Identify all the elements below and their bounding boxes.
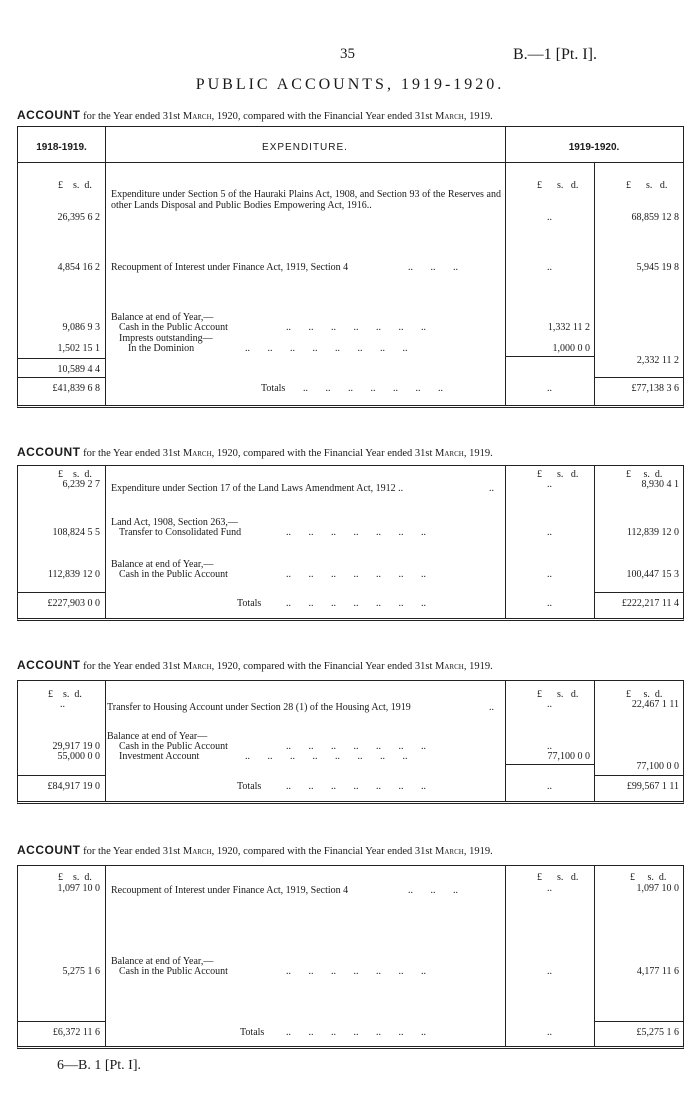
row-total-value: 22,467 1 11 <box>631 699 679 710</box>
row-total-value: 4,177 11 6 <box>636 966 679 977</box>
leader-dots: .. .. .. .. .. .. .. <box>286 966 426 977</box>
row-total-value: 5,945 19 8 <box>636 262 679 273</box>
row-mid-value: .. <box>547 569 552 580</box>
dominion-label: In the Dominion <box>128 343 195 354</box>
row-description: Expenditure under Section 17 of the Land Laws Amendment Act, 1912 .. <box>111 483 404 494</box>
totals-total-value: £5,275 1 6 <box>636 1027 679 1038</box>
leader-dots: .. .. .. .. .. .. .. <box>286 1027 426 1038</box>
row-description: Recoupment of Interest under Finance Act, 1919, Section 4 <box>111 262 349 273</box>
leader-dots: .. .. .. <box>408 885 458 896</box>
account-heading-4: ACCOUNT for the Year ended 31st March, 1920, compared with the Financial Year ended 31st March, 1919. <box>17 843 493 857</box>
row-mid-value: .. <box>547 699 552 710</box>
balance-label: Balance at end of Year,— <box>111 312 214 323</box>
row-prev-value: 26,395 6 2 <box>57 212 100 223</box>
totals-mid-value: .. <box>547 598 552 609</box>
leader-dots: .. <box>489 702 494 713</box>
totals-label: Totals <box>261 383 286 394</box>
leader-dots: .. <box>489 483 494 494</box>
leader-dots: .. .. .. .. .. .. .. <box>286 527 426 538</box>
account-table-1 <box>17 126 684 408</box>
cash-label: Cash in the Public Account <box>119 741 228 752</box>
leader-dots: .. .. .. .. .. .. .. <box>286 322 426 333</box>
row-prev-value: .. <box>60 699 65 710</box>
leader-dots: .. .. .. .. .. .. .. <box>286 598 426 609</box>
totals-label: Totals <box>237 598 262 609</box>
account-table-2 <box>17 465 684 621</box>
account-table-3 <box>17 680 684 804</box>
row-prev-value: 4,854 16 2 <box>57 262 100 273</box>
row-total-value: 8,930 4 1 <box>641 479 679 490</box>
row-mid-value: .. <box>547 479 552 490</box>
dominion-prev-value: 1,502 15 1 <box>57 343 100 354</box>
leader-dots: .. .. .. .. .. .. .. <box>303 383 443 394</box>
page-title: PUBLIC ACCOUNTS, 1919-1920. <box>195 76 505 93</box>
account-heading-3: ACCOUNT for the Year ended 31st March, 1920, compared with the Financial Year ended 31st March, 1919. <box>17 658 493 672</box>
row-description: Land Act, 1908, Section 263,— <box>111 517 238 528</box>
row-mid-value: .. <box>547 527 552 538</box>
cash-mid-value: .. <box>547 741 552 752</box>
row-mid-value: .. <box>547 212 552 223</box>
cash-prev-value: 29,917 19 0 <box>52 741 100 752</box>
page-number: 35 <box>340 46 355 62</box>
leader-dots: .. .. .. .. .. .. .. <box>286 781 426 792</box>
leader-dots: .. .. .. .. .. .. .. <box>286 569 426 580</box>
header-expenditure: EXPENDITURE. <box>262 142 348 153</box>
row-total-value: 100,447 15 3 <box>626 569 679 580</box>
invest-label: Investment Account <box>119 751 200 762</box>
row-mid-value: .. <box>547 262 552 273</box>
totals-total-value: £99,567 1 11 <box>626 781 679 792</box>
totals-mid-value: .. <box>547 383 552 394</box>
cash-mid-value: 1,332 11 2 <box>547 322 590 333</box>
balance-label: Balance at end of Year— <box>107 731 208 742</box>
leader-dots: .. .. .. .. .. .. .. .. <box>245 343 408 354</box>
invest-mid-value: 77,100 0 0 <box>547 751 590 762</box>
currency-label: £ s. d. <box>537 689 579 700</box>
row-prev-value: 1,097 10 0 <box>57 883 100 894</box>
currency-label: £ s. d. <box>626 180 668 191</box>
balance-total-value: 77,100 0 0 <box>636 761 679 772</box>
totals-prev-value: £6,372 11 6 <box>52 1027 100 1038</box>
row-prev-value: 108,824 5 5 <box>52 527 100 538</box>
cash-label: Cash in the Public Account <box>119 322 228 333</box>
row-total-value: 112,839 12 0 <box>626 527 679 538</box>
document-reference: B.—1 [Pt. I]. <box>513 46 597 63</box>
currency-label: £ s. d. <box>58 180 92 191</box>
currency-label: £ s. d. <box>537 872 579 883</box>
row-description: Transfer to Consolidated Fund <box>119 527 242 538</box>
row-prev-value: 112,839 12 0 <box>47 569 100 580</box>
totals-mid-value: .. <box>547 1027 552 1038</box>
totals-prev-value: £227,903 0 0 <box>47 598 100 609</box>
row-description: Cash in the Public Account <box>119 569 228 580</box>
account-heading-1: ACCOUNT for the Year ended 31st March, 1920, compared with the Financial Year ended 31st March, 1919. <box>17 108 493 122</box>
leader-dots: .. .. .. .. .. .. .. .. <box>245 751 408 762</box>
header-curr-year: 1919-1920. <box>568 142 620 153</box>
balance-label: Balance at end of Year,— <box>111 956 214 967</box>
row-description: Expenditure under Section 5 of the Hauraki Plains Act, 1908, and Section 93 of the Reserves and other Lands Disposal and Public Bodies Empowering Act, 1916.. <box>111 189 501 211</box>
totals-total-value: £222,217 11 4 <box>621 598 679 609</box>
totals-prev-value: £41,839 6 8 <box>52 383 100 394</box>
balance-label: Balance at end of Year,— <box>111 559 214 570</box>
cash-prev-value: 9,086 9 3 <box>62 322 100 333</box>
row-total-value: 1,097 10 0 <box>636 883 679 894</box>
currency-label: £ s. d. <box>626 469 663 480</box>
row-description: Transfer to Housing Account under Section 28 (1) of the Housing Act, 1919 <box>107 702 411 713</box>
currency-label: £ s. d. <box>58 872 92 883</box>
row-prev-value: 5,275 1 6 <box>62 966 100 977</box>
dominion-mid-value: 1,000 0 0 <box>552 343 590 354</box>
currency-label: £ s. d. <box>626 689 663 700</box>
subtotal-prev-value: 10,589 4 4 <box>57 364 100 375</box>
row-description: Cash in the Public Account <box>119 966 228 977</box>
leader-dots: .. .. .. .. .. .. .. <box>286 741 426 752</box>
currency-label: £ s. d. <box>48 689 82 700</box>
totals-prev-value: £84,917 19 0 <box>47 781 100 792</box>
leader-dots: .. .. .. <box>408 262 458 273</box>
currency-label: £ s. d. <box>537 469 579 480</box>
row-mid-value: .. <box>547 883 552 894</box>
page-footer: 6—B. 1 [Pt. I]. <box>57 1058 141 1073</box>
account-heading-2: ACCOUNT for the Year ended 31st March, 1920, compared with the Financial Year ended 31st March, 1919. <box>17 445 493 459</box>
totals-total-value: £77,138 3 6 <box>631 383 679 394</box>
totals-label: Totals <box>237 781 262 792</box>
currency-label: £ s. d. <box>630 872 667 883</box>
invest-prev-value: 55,000 0 0 <box>57 751 100 762</box>
imprest-label: Imprests outstanding— <box>119 333 213 344</box>
totals-mid-value: .. <box>547 781 552 792</box>
row-prev-value: 6,239 2 7 <box>62 479 100 490</box>
currency-label: £ s. d. <box>58 469 92 480</box>
account-table-4 <box>17 865 684 1049</box>
balance-total-value: 2,332 11 2 <box>636 355 679 366</box>
totals-label: Totals <box>240 1027 265 1038</box>
header-prev-year: 1918-1919. <box>36 142 87 153</box>
row-description: Recoupment of Interest under Finance Act, 1919, Section 4 <box>111 885 349 896</box>
row-total-value: 68,859 12 8 <box>631 212 679 223</box>
currency-label: £ s. d. <box>537 180 579 191</box>
row-mid-value: .. <box>547 966 552 977</box>
